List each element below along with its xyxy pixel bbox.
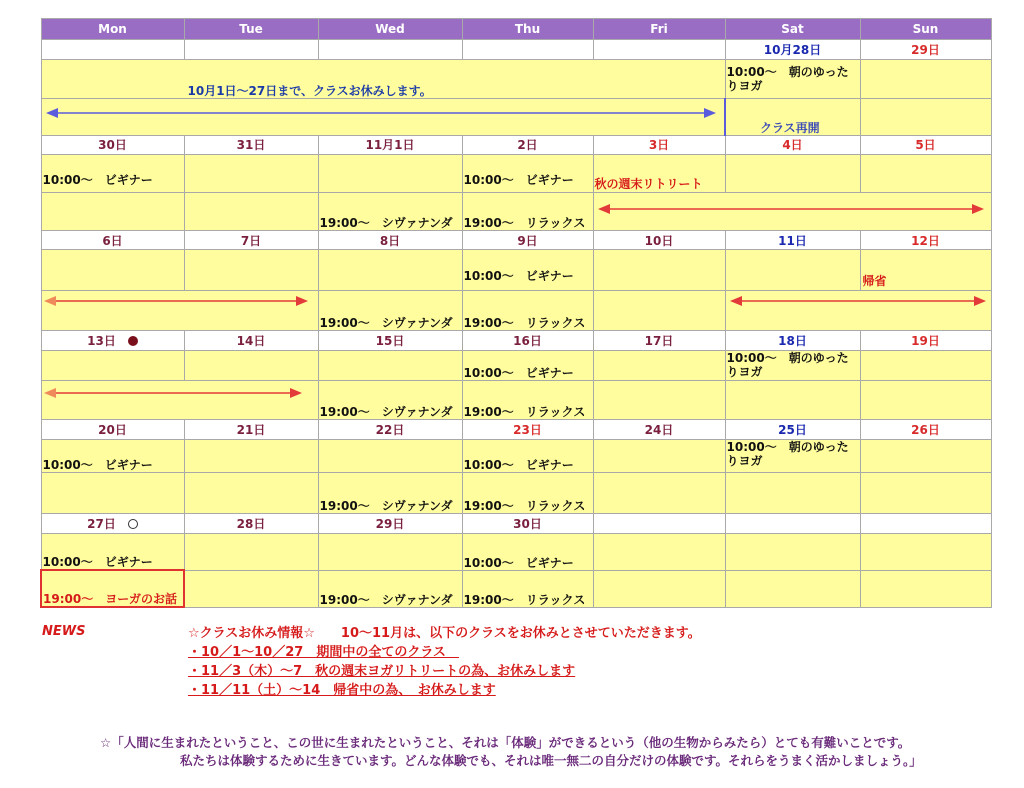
empty-cell [593, 250, 725, 291]
date-cell: 6日 [41, 230, 184, 249]
empty-cell [860, 350, 991, 381]
week0-date-row [41, 40, 991, 59]
empty-cell [184, 570, 318, 607]
class-cell [462, 533, 593, 570]
week2-row-b [41, 291, 991, 331]
empty-cell [184, 439, 318, 473]
empty-cell [41, 250, 184, 291]
date-cell: 22日 [318, 420, 462, 439]
homecoming-arrow-cell [725, 291, 991, 331]
empty-cell [860, 98, 991, 135]
empty-cell [41, 350, 184, 381]
closure-arrow-cell [41, 98, 725, 135]
class-slot: 19:00～ ヨーガのお話 [43, 592, 177, 606]
week3-row-b [41, 381, 991, 420]
class-slot: 19:00～ リラックス [463, 215, 586, 230]
homecoming-cell [860, 250, 991, 291]
date-cell: 15日 [318, 331, 462, 350]
date-label: 13日 [87, 333, 116, 348]
class-cell [462, 155, 593, 193]
class-slot: 10:00～ ビギナー [463, 366, 574, 381]
class-slot: 10:00～ ビギナー [463, 269, 574, 284]
empty-cell [593, 533, 725, 570]
mon-tue-arrow [42, 383, 307, 403]
class-slot: 10:00～ 朝のゆったりヨガ [726, 439, 849, 468]
class-slot: 10:00～ 朝のゆったりヨガ [726, 350, 849, 379]
class-cell [318, 192, 462, 230]
weekday-mon: Mon [41, 19, 184, 40]
week1-date-row [41, 135, 991, 154]
sat-class-cell [725, 439, 860, 473]
class-cell [41, 533, 184, 570]
date-cell: 29日 [318, 514, 462, 533]
date-cell-27 [41, 514, 184, 533]
empty-cell [184, 155, 318, 193]
class-cell [462, 570, 593, 607]
class-slot: 19:00～ シヴァナンダ [319, 316, 453, 331]
class-cell [318, 473, 462, 514]
empty-cell [318, 533, 462, 570]
weekday-sat: Sat [725, 19, 860, 40]
mon-arrow-cell [41, 381, 318, 420]
quote-line-2: 私たちは体験するために生きています。どんな体験でも、それは唯一無二の自分だけの体験です。それらをうまく活かしましょう。」 [180, 753, 922, 768]
weekday-fri: Fri [593, 19, 725, 40]
date-cell: 18日 [725, 331, 860, 350]
sat-class-cell [725, 59, 860, 98]
mon-arrow-cell [41, 291, 318, 331]
class-cell [318, 570, 462, 607]
class-cell [462, 291, 593, 331]
closure-notice: 10月1日～27日まで、クラスお休みします。 [187, 83, 432, 98]
class-slot: 10:00～ ビギナー [42, 172, 153, 187]
date-cell [593, 514, 725, 533]
full-moon-icon [128, 519, 138, 529]
date-cell: 11日 [725, 230, 860, 249]
empty-cell [41, 192, 184, 230]
empty-cell [184, 533, 318, 570]
homecoming-arrow [726, 291, 991, 311]
mon-tue-arrow [42, 291, 314, 311]
empty-cell [860, 570, 991, 607]
class-cell [462, 473, 593, 514]
quote-section [100, 734, 1020, 770]
news-item: ・11／3（木）～7 秋の週末ヨガリトリートの為、お休みします [188, 664, 576, 679]
class-slot: 19:00～ リラックス [463, 592, 586, 607]
date-cell: 2日 [462, 135, 593, 154]
yoga-talk-cell [41, 570, 184, 607]
class-cell [462, 250, 593, 291]
date-cell: 31日 [184, 135, 318, 154]
date-cell: 25日 [725, 420, 860, 439]
empty-cell [860, 439, 991, 473]
class-cell [462, 381, 593, 420]
date-cell [593, 40, 725, 59]
retreat-arrow-cell [593, 192, 991, 230]
date-cell [860, 514, 991, 533]
date-cell [462, 40, 593, 59]
date-cell: 23日 [462, 420, 593, 439]
date-cell: 28日 [184, 514, 318, 533]
news-label: NEWS [42, 624, 86, 639]
date-cell-oct28: 10月28日 [725, 40, 860, 59]
retreat-arrow [594, 199, 989, 219]
date-cell-oct29: 29日 [860, 40, 991, 59]
class-slot: 10:00～ ビギナー [42, 458, 153, 473]
date-cell: 24日 [593, 420, 725, 439]
empty-cell [725, 155, 860, 193]
class-cell [318, 381, 462, 420]
empty-cell [184, 473, 318, 514]
empty-cell [725, 533, 860, 570]
date-cell: 5日 [860, 135, 991, 154]
week0-row-b [41, 98, 991, 135]
resume-label: クラス再開 [760, 120, 820, 135]
retreat-label: 秋の週末リトリート [594, 177, 703, 192]
week1-row-b [41, 192, 991, 230]
week5-date-row [41, 514, 991, 533]
class-slot: 19:00～ シヴァナンダ [319, 499, 453, 514]
class-cell [462, 192, 593, 230]
empty-cell [593, 473, 725, 514]
date-cell-13 [41, 331, 184, 350]
closure-arrow [42, 103, 722, 123]
empty-cell [860, 533, 991, 570]
class-slot: 19:00～ リラックス [463, 405, 586, 420]
week3-date-row [41, 331, 991, 350]
date-cell: 11月1日 [318, 135, 462, 154]
class-cell [318, 291, 462, 331]
class-slot: 19:00～ シヴァナンダ [319, 592, 453, 607]
weekday-wed: Wed [318, 19, 462, 40]
empty-cell [725, 250, 860, 291]
date-cell: 26日 [860, 420, 991, 439]
class-slot: 10:00～ ビギナー [42, 555, 153, 570]
date-cell: 14日 [184, 331, 318, 350]
class-slot: 19:00～ リラックス [463, 316, 586, 331]
empty-cell [725, 381, 860, 420]
empty-cell [725, 473, 860, 514]
class-slot: 19:00～ シヴァナンダ [319, 215, 453, 230]
class-cell [41, 155, 184, 193]
class-cell [462, 439, 593, 473]
date-cell: 21日 [184, 420, 318, 439]
date-cell: 30日 [462, 514, 593, 533]
news-item: ・10／1～10／27 期間中の全てのクラス [188, 645, 459, 660]
weekday-sun: Sun [860, 19, 991, 40]
empty-cell [860, 381, 991, 420]
resume-cell [725, 98, 860, 135]
empty-cell [593, 570, 725, 607]
news-heading: ☆クラスお休み情報☆ 10～11月は、以下のクラスをお休みとさせていただきます。 [188, 626, 701, 641]
retreat-cell [593, 155, 725, 193]
class-slot: 10:00～ 朝のゆったりヨガ [726, 64, 849, 93]
class-cell [462, 350, 593, 381]
empty-cell [318, 439, 462, 473]
class-slot: 10:00～ ビギナー [463, 458, 574, 473]
empty-cell [184, 192, 318, 230]
week5-row-a [41, 533, 991, 570]
week1-row-a [41, 155, 991, 193]
date-label: 27日 [87, 516, 116, 531]
week2-row-a [41, 250, 991, 291]
empty-cell [184, 350, 318, 381]
sat-class-cell [725, 350, 860, 381]
calendar-table [40, 18, 992, 608]
date-cell [318, 40, 462, 59]
empty-cell [725, 570, 860, 607]
week3-row-a [41, 350, 991, 381]
date-cell [184, 40, 318, 59]
empty-cell [318, 250, 462, 291]
empty-cell [593, 291, 725, 331]
empty-cell [860, 59, 991, 98]
week4-row-b [41, 473, 991, 514]
empty-cell [184, 250, 318, 291]
date-cell: 16日 [462, 331, 593, 350]
class-cell [41, 439, 184, 473]
date-cell: 3日 [593, 135, 725, 154]
class-slot: 10:00～ ビギナー [463, 172, 574, 187]
empty-cell [593, 350, 725, 381]
date-cell: 30日 [41, 135, 184, 154]
date-cell: 9日 [462, 230, 593, 249]
weekday-tue: Tue [184, 19, 318, 40]
empty-cell [593, 381, 725, 420]
week4-date-row [41, 420, 991, 439]
week5-row-b [41, 570, 991, 607]
date-cell: 19日 [860, 331, 991, 350]
quote-line-1: ☆「人間に生まれたということ、この世に生まれたということ、それは「体験」ができるという（他の生物からみたら）とても有難いことです。 [100, 735, 911, 750]
date-cell: 7日 [184, 230, 318, 249]
empty-cell [318, 155, 462, 193]
homecoming-label: 帰省 [862, 274, 887, 289]
class-slot: 19:00～ シヴァナンダ [319, 405, 453, 420]
week2-date-row [41, 230, 991, 249]
week0-row-a [41, 59, 991, 98]
new-moon-icon [128, 336, 138, 346]
date-cell: 4日 [725, 135, 860, 154]
empty-cell [318, 350, 462, 381]
date-cell: 12日 [860, 230, 991, 249]
date-cell [725, 514, 860, 533]
date-cell: 8日 [318, 230, 462, 249]
empty-cell [860, 473, 991, 514]
weekday-header-row [41, 19, 991, 40]
closure-notice-cell [41, 59, 725, 98]
empty-cell [41, 473, 184, 514]
class-slot: 10:00～ ビギナー [463, 555, 574, 570]
date-cell: 10日 [593, 230, 725, 249]
date-cell: 20日 [41, 420, 184, 439]
empty-cell [593, 439, 725, 473]
empty-cell [860, 155, 991, 193]
weekday-thu: Thu [462, 19, 593, 40]
date-cell: 17日 [593, 331, 725, 350]
news-item: ・11／11（土）～14 帰省中の為、 お休みします [188, 683, 496, 698]
class-slot: 19:00～ リラックス [463, 499, 586, 514]
news-lines [188, 624, 948, 700]
week4-row-a [41, 439, 991, 473]
date-cell [41, 40, 184, 59]
